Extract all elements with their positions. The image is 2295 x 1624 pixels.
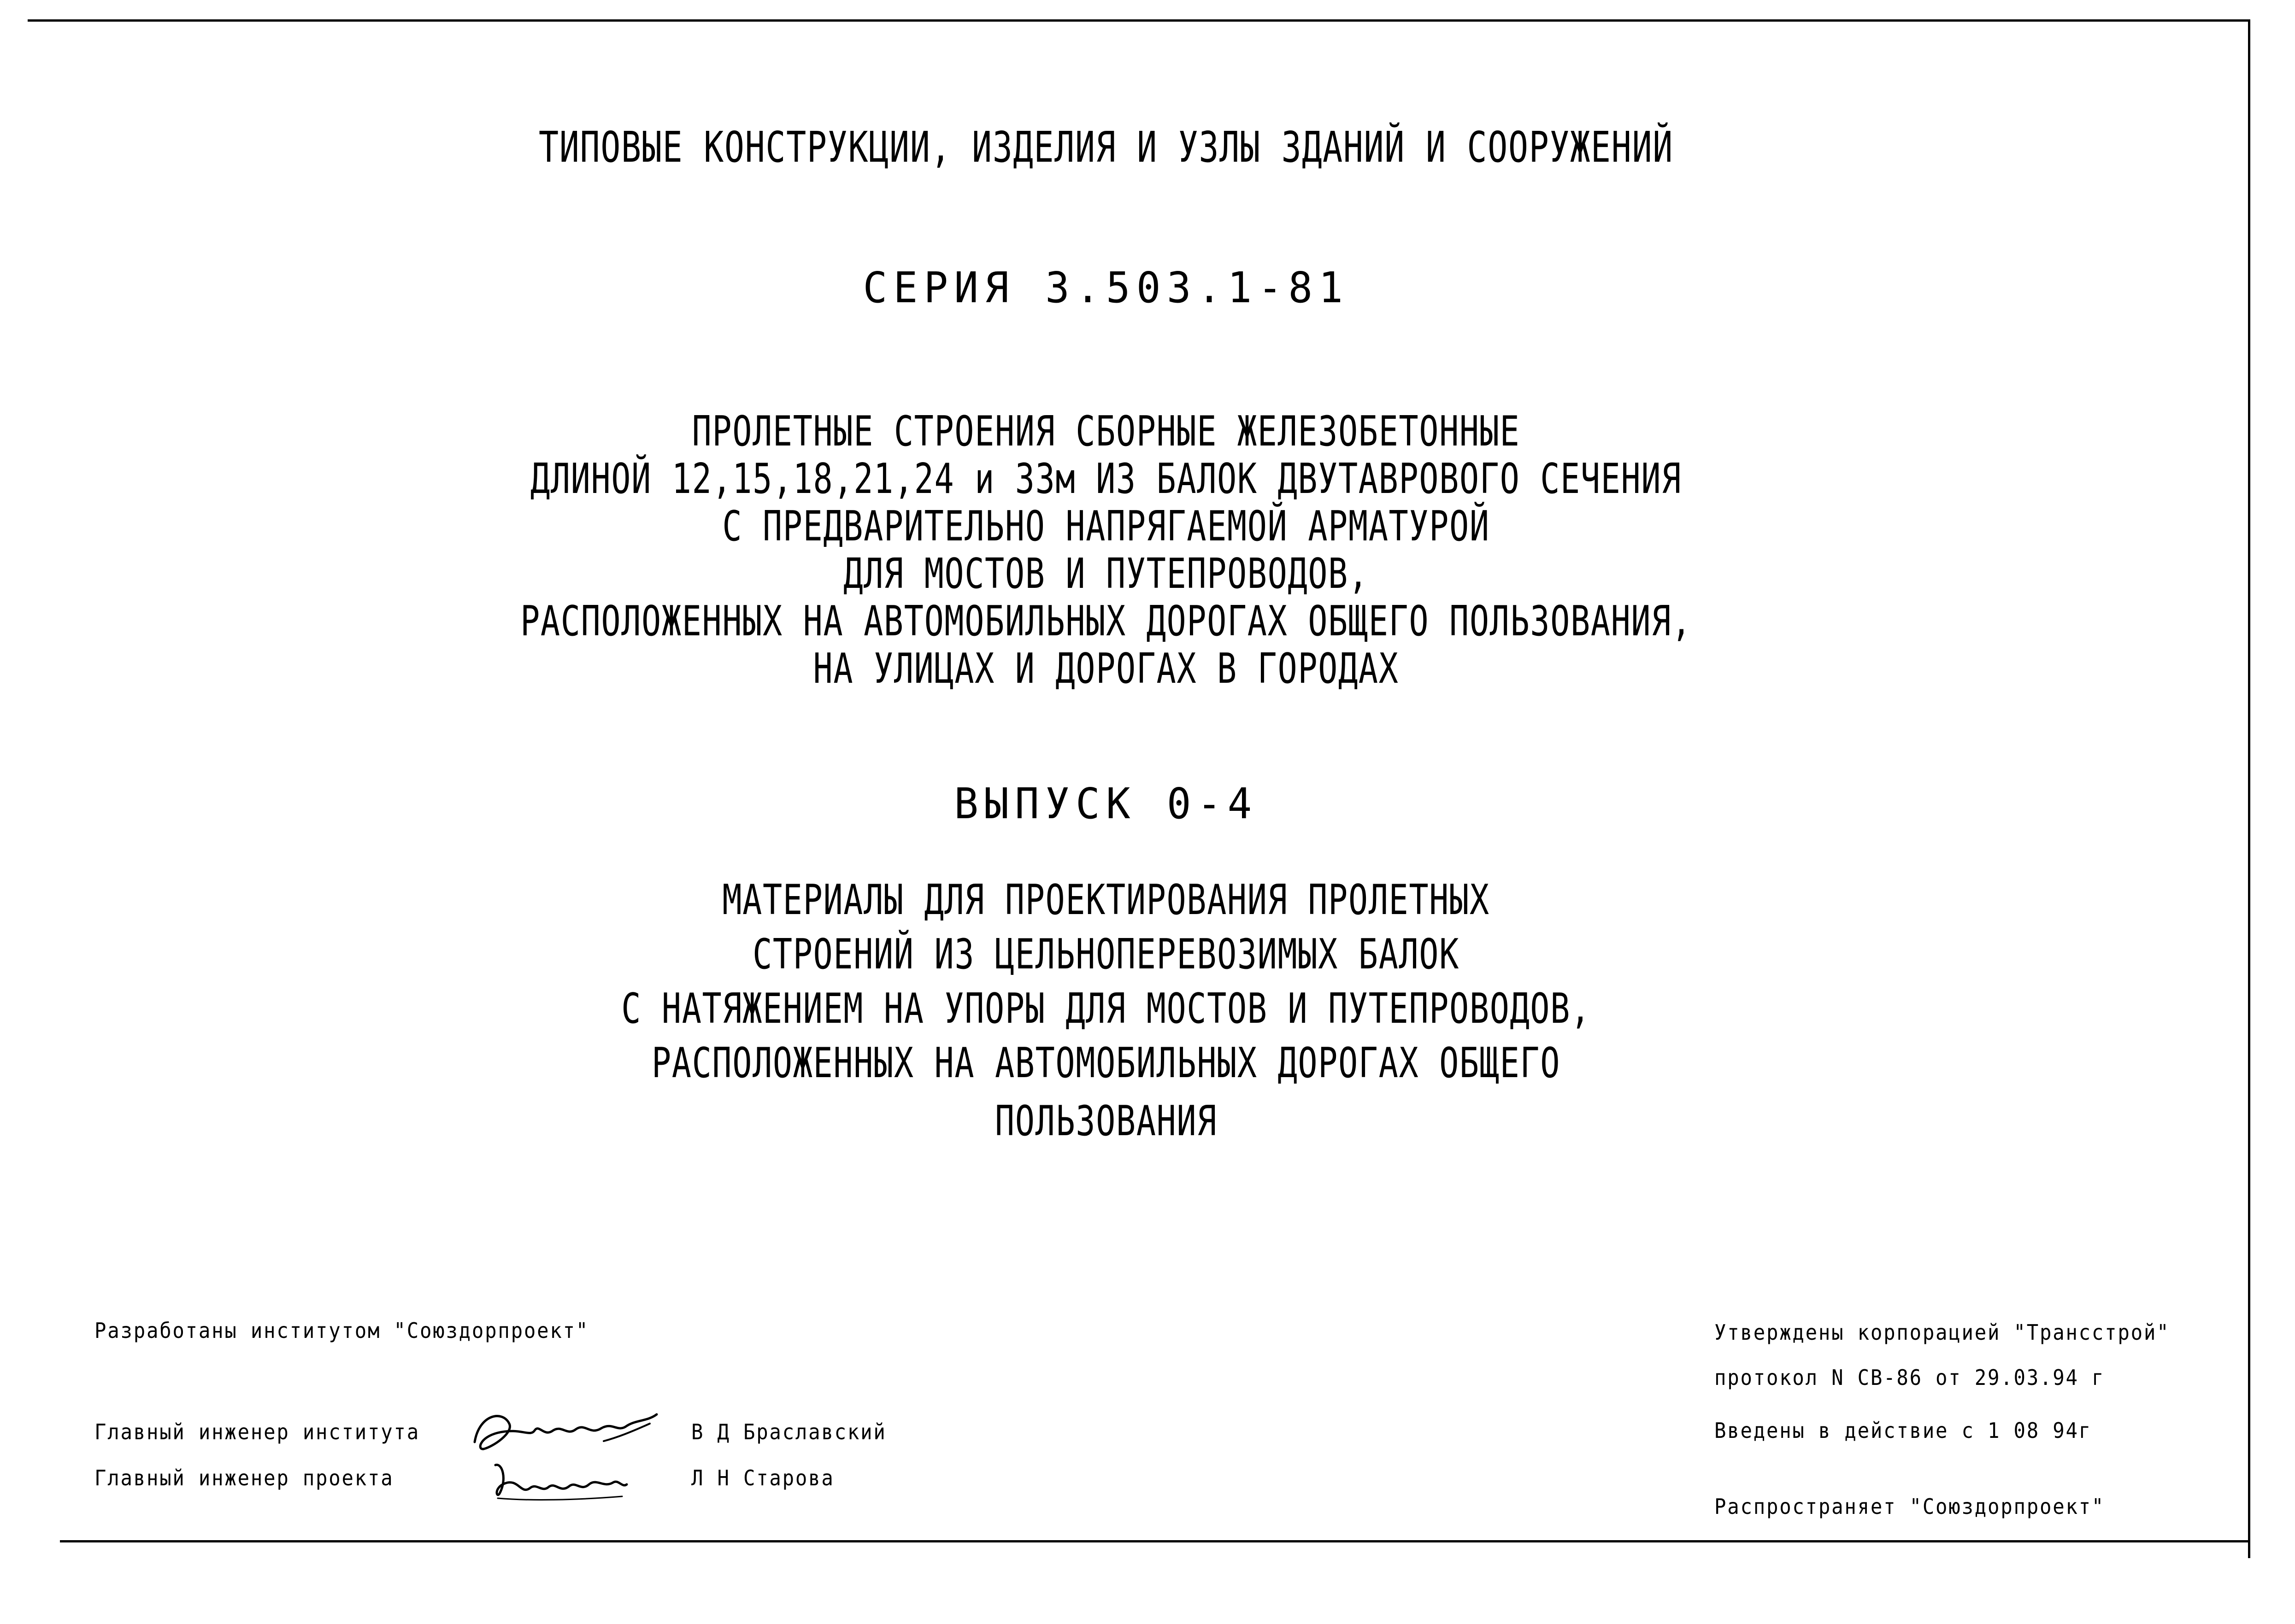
issue-title-line: СТРОЕНИЙ ИЗ ЦЕЛЬНОПЕРЕВОЗИМЫХ БАЛОК	[753, 930, 1459, 979]
issue-title-line: С НАТЯЖЕНИЕМ НА УПОРЫ ДЛЯ МОСТОВ И ПУТЕПРОВОДОВ,	[621, 985, 1591, 1033]
chief-engineer-institute-label: Главный инженер института	[94, 1419, 420, 1444]
collection-title: ТИПОВЫЕ КОНСТРУКЦИИ, ИЗДЕЛИЯ И УЗЛЫ ЗДАНИЙ И СООРУЖЕНИЙ	[539, 123, 1673, 172]
main-title-line: ПРОЛЕТНЫЕ СТРОЕНИЯ СБОРНЫЕ ЖЕЛЕЗОБЕТОННЫЕ	[692, 407, 1520, 456]
chief-engineer-institute-name: В Д Браславский	[691, 1419, 887, 1444]
approved-by: Утверждены корпорацией "Трансстрой"	[1714, 1320, 2170, 1345]
signature-2-image	[484, 1456, 631, 1507]
issue-title-line: ПОЛЬЗОВАНИЯ	[994, 1097, 1218, 1145]
main-title	[423, 408, 1789, 692]
issue-title-line: РАСПОЛОЖЕННЫХ НА АВТОМОБИЛЬНЫХ ДОРОГАХ ОБЩЕГО	[651, 1039, 1561, 1087]
series-number: СЕРИЯ 3.503.1-81	[863, 263, 1349, 312]
issue-title	[423, 873, 1789, 1149]
main-title-line: ДЛЯ МОСТОВ И ПУТЕПРОВОДОВ,	[843, 550, 1369, 598]
main-title-line: РАСПОЛОЖЕННЫХ НА АВТОМОБИЛЬНЫХ ДОРОГАХ ОБЩЕГО ПОЛЬЗОВАНИЯ,	[520, 597, 1692, 645]
chief-engineer-project-name: Л Н Старова	[691, 1466, 835, 1490]
main-title-line: НА УЛИЦАХ И ДОРОГАХ В ГОРОДАХ	[813, 645, 1399, 693]
signature-1-image	[465, 1405, 664, 1456]
effective-date: Введены в действие с 1 08 94г	[1714, 1418, 2092, 1443]
main-title-line: ДЛИНОЙ 12,15,18,21,24 и 33м ИЗ БАЛОК ДВУТАВРОВОГО СЕЧЕНИЯ	[530, 455, 1682, 503]
distributor: Распространяет "Союздорпроект"	[1714, 1494, 2105, 1519]
frame-top-border	[28, 19, 2250, 22]
issue-title-line: МАТЕРИАЛЫ ДЛЯ ПРОЕКТИРОВАНИЯ ПРОЛЕТНЫХ	[722, 876, 1490, 924]
frame-right-border	[2248, 19, 2250, 1558]
approval-protocol: протокол N СВ-86 от 29.03.94 г	[1714, 1365, 2105, 1390]
developed-by: Разработаны институтом "Союздорпроект"	[94, 1318, 589, 1343]
main-title-line: С ПРЕДВАРИТЕЛЬНО НАПРЯГАЕМОЙ АРМАТУРОЙ	[722, 502, 1490, 551]
issue-label: ВЫПУСК 0-4	[954, 779, 1258, 828]
frame-bottom-border	[60, 1540, 2250, 1542]
chief-engineer-project-label: Главный инженер проекта	[94, 1466, 394, 1490]
